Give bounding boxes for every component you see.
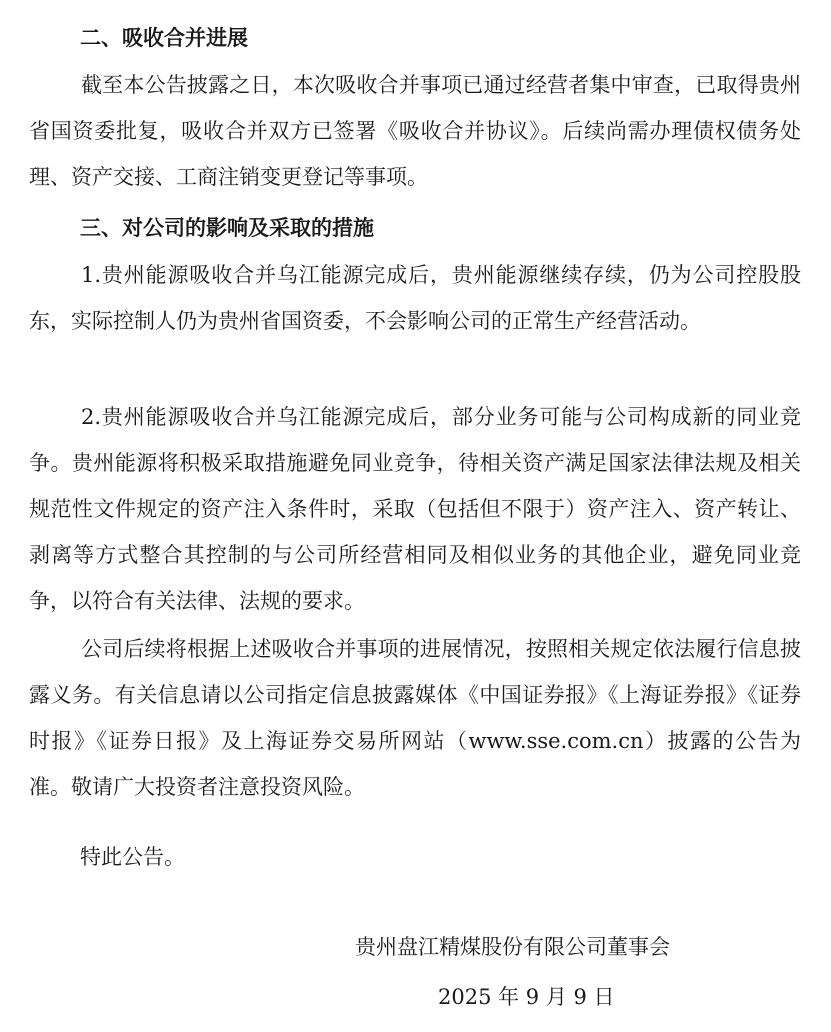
closing-statement: 特此公告。 (80, 845, 185, 869)
section-3-heading: 三、对公司的影响及采取的措施 (80, 215, 374, 240)
signature-date: 2025 年 9 月 9 日 (438, 985, 615, 1009)
section-3-item-2: 2.贵州能源吸收合并乌江能源完成后，部分业务可能与公司构成新的同业竞争。贵州能源将积极采取措施避免同业竞争，待相关资产满足国家法律法规及相关规范性文件规定的资产注入条件时，采取（包括但不限于）资产注入、资产转让、剥离等方式整合其控制的与公司所经营相同及相似业务的其他企业，避免同业竞争，以符合有关法律、法规的要求。 (29, 405, 801, 613)
signature-board: 贵州盘江精煤股份有限公司董事会 (355, 935, 670, 959)
section-2-heading: 二、吸收合并进展 (80, 25, 248, 50)
section-2-paragraph: 截至本公告披露之日，本次吸收合并事项已通过经营者集中审查，已取得贵州省国资委批复，吸收合并双方已签署《吸收合并协议》。后续尚需办理债权债务处理、资产交接、工商注销变更登记等事项。 (29, 73, 801, 189)
section-3-item-1: 1.贵州能源吸收合并乌江能源完成后，贵州能源继续存续，仍为公司控股股东，实际控制人仍为贵州省国资委，不会影响公司的正常生产经营活动。 (29, 263, 801, 333)
followup-paragraph: 公司后续将根据上述吸收合并事项的进展情况，按照相关规定依法履行信息披露义务。有关信息请以公司指定信息披露媒体《中国证券报》《上海证券报》《证券时报》《证券日报》及上海证券交易所网站（www.sse.com.cn）披露的公告为准。敬请广大投资者注意投资风险。 (29, 637, 801, 799)
